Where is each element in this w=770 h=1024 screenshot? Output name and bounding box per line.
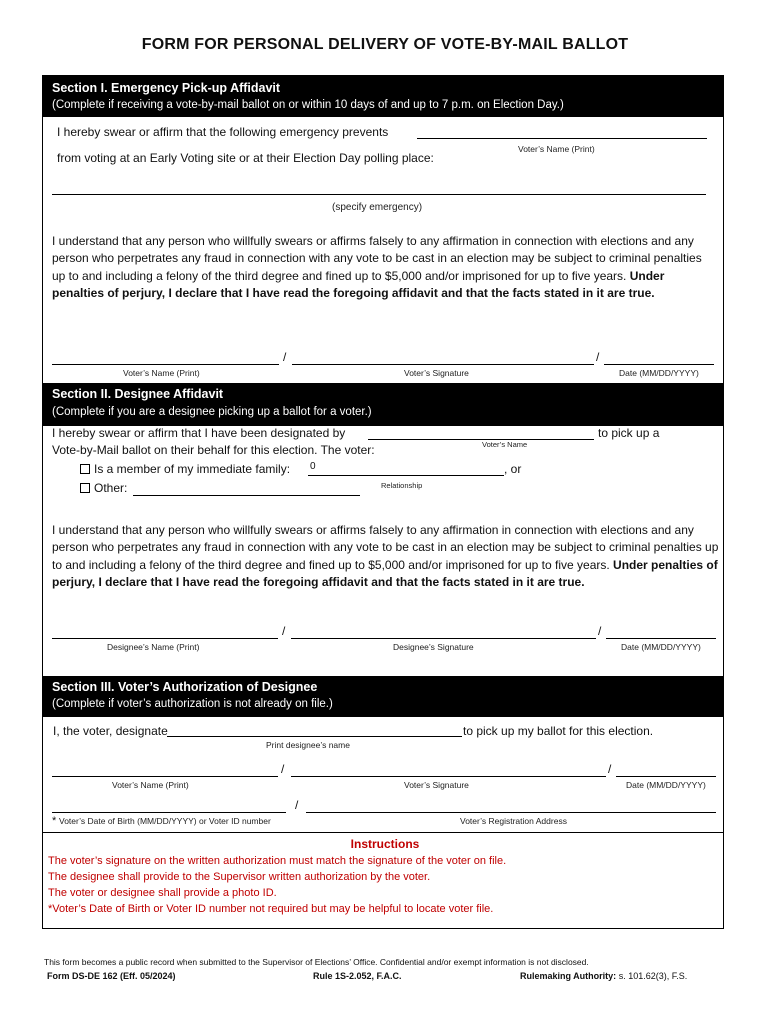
section2-sig-label-name: Designee’s Name (Print) (107, 642, 200, 652)
section2-line1-b: to pick up a (598, 426, 660, 440)
footer-rule: Rule 1S-2.052, F.A.C. (313, 971, 402, 981)
section2-option2-label: Other: (94, 481, 128, 495)
section2-voter-name-label: Voter’s Name (482, 440, 528, 449)
section1-voter-name-label: Voter’s Name (Print) (518, 144, 595, 154)
section3-signature-field[interactable] (291, 776, 606, 777)
section2-relationship-label: Relationship (381, 481, 423, 490)
section1-line1: I hereby swear or affirm that the following emergency prevents (57, 125, 389, 139)
slash: / (283, 350, 287, 364)
section3-sig-label-signature: Voter’s Signature (404, 780, 469, 790)
section1-para-bold: Under penalties of perjury, I declare that I have read the foregoing affidavit and that the facts stated in it are true. (52, 268, 665, 301)
footer-authority-label: Rulemaking Authority: (520, 971, 617, 981)
section2-option-other[interactable] (80, 481, 127, 495)
footer-form-id: Form DS-DE 162 (Eff. 05/2024) (47, 971, 176, 981)
footer-authority-value: s. 101.62(3), F.S. (618, 971, 688, 981)
other-checkbox[interactable] (80, 483, 90, 493)
section3-line1-a: I, the voter, designate (53, 724, 168, 738)
section1-affidavit-text (52, 233, 718, 303)
section1-emergency-field[interactable] (52, 194, 706, 195)
slash: / (295, 798, 299, 812)
section2-signature-field[interactable] (291, 638, 596, 639)
section3-sig-label-name: Voter’s Name (Print) (112, 780, 189, 790)
section3-dob-label: Voter’s Date of Birth (MM/DD/YYYY) or Voter ID number (59, 816, 271, 826)
section3-heading: Section III. Voter’s Authorization of Designee (52, 680, 318, 694)
section3-header (43, 676, 723, 717)
form-title: FORM FOR PERSONAL DELIVERY OF VOTE-BY-MAIL BALLOT (141, 36, 629, 53)
section1-subheading: (Complete if receiving a vote-by-mail ballot on or within 10 days of and up to 7 p.m. on Election Day.) (52, 99, 564, 111)
section1-sig-label-date: Date (MM/DD/YYYY) (619, 368, 699, 378)
section1-specify-label: (specify emergency) (332, 202, 423, 213)
section3-name-print-field[interactable] (52, 776, 278, 777)
section2-line1-a: I hereby swear or affirm that I have been designated by (52, 426, 346, 440)
section1-header (43, 76, 723, 117)
section1-para: I understand that any person who willfully swears or affirms falsely to any affirmation in connection with elections and any person who perpetrates any fraud in connection with any vote to be cast in an election may be subject to criminal penalties up to and including a felony of the third degree and fined up to $5,000 and/or imprisoned for up to five years. (52, 234, 702, 283)
section3-address-field[interactable] (306, 812, 716, 813)
section2-option1-label: Is a member of my immediate family: (94, 462, 291, 476)
section2-relationship-field[interactable] (308, 475, 504, 476)
section3-line1-b: to pick up my ballot for this election. (463, 724, 654, 738)
slash: / (282, 624, 286, 638)
section2-option1-suffix: , or (504, 462, 522, 476)
divider (43, 832, 723, 833)
section2-subheading: (Complete if you are a designee picking up a ballot for a voter.) (52, 406, 372, 418)
section2-voter-name-field[interactable] (368, 439, 594, 440)
section3-designee-field[interactable] (167, 736, 462, 737)
instructions-heading: Instructions (350, 837, 420, 851)
instruction-item: The voter’s signature on the written authorization must match the signature of the voter on file. (48, 855, 507, 867)
section3-dob-field[interactable] (52, 812, 286, 813)
section1-line2: from voting at an Early Voting site or at their Election Day polling place: (57, 151, 434, 165)
section1-sig-label-name: Voter’s Name (Print) (123, 368, 200, 378)
section2-sig-label-signature: Designee’s Signature (393, 642, 474, 652)
footer-authority (520, 971, 687, 981)
section1-date-field[interactable] (604, 364, 714, 365)
section3-sig-label-date: Date (MM/DD/YYYY) (626, 780, 706, 790)
section2-other-field[interactable] (133, 495, 360, 496)
section2-relationship-value: 0 (310, 461, 316, 472)
section2-para: I understand that any person who willfully swears or affirms falsely to any affirmation in connection with elections and any person who perpetrates any fraud in connection with any vote to be cast in an election may be subject to criminal penalties up to and including a felony of the third degree and fined up to $5,000 and/or imprisoned for up to five years. (52, 523, 719, 572)
section1-signature-field[interactable] (292, 364, 594, 365)
section3-subheading: (Complete if voter’s authorization is not already on file.) (52, 698, 333, 710)
section2-heading: Section II. Designee Affidavit (52, 387, 224, 401)
instruction-item: *Voter’s Date of Birth or Voter ID number not required but may be helpful to locate voter file. (48, 903, 494, 915)
section2-para-bold: Under penalties of perjury, I declare that I have read the foregoing affidavit and that the facts stated in it are true. (52, 557, 718, 590)
section2-affidavit-text (52, 522, 724, 592)
section3-date-field[interactable] (616, 776, 716, 777)
family-checkbox[interactable] (80, 464, 90, 474)
section2-name-print-field[interactable] (52, 638, 278, 639)
section2-sig-label-date: Date (MM/DD/YYYY) (621, 642, 701, 652)
asterisk: * (52, 815, 57, 827)
section2-header (43, 383, 723, 425)
section1-voter-name-field[interactable] (417, 138, 707, 139)
section2-date-field[interactable] (606, 638, 716, 639)
section1-heading: Section I. Emergency Pick-up Affidavit (52, 81, 281, 95)
slash: / (281, 762, 285, 776)
section3-address-label: Voter’s Registration Address (460, 816, 567, 826)
section3-designee-label: Print designee’s name (266, 740, 350, 750)
footer-notice: This form becomes a public record when submitted to the Supervisor of Elections’ Office. Confidential and/or exempt information is not disclosed. (44, 957, 589, 967)
section2-option-family[interactable] (80, 462, 290, 476)
section1-name-print-field[interactable] (52, 364, 279, 365)
slash: / (596, 350, 600, 364)
section2-line2: Vote-by-Mail ballot on their behalf for this election. The voter: (52, 443, 375, 457)
instruction-item: The voter or designee shall provide a photo ID. (48, 887, 277, 899)
slash: / (608, 762, 612, 776)
slash: / (598, 624, 602, 638)
instruction-item: The designee shall provide to the Supervisor written authorization by the voter. (48, 871, 431, 883)
section1-sig-label-signature: Voter’s Signature (404, 368, 469, 378)
